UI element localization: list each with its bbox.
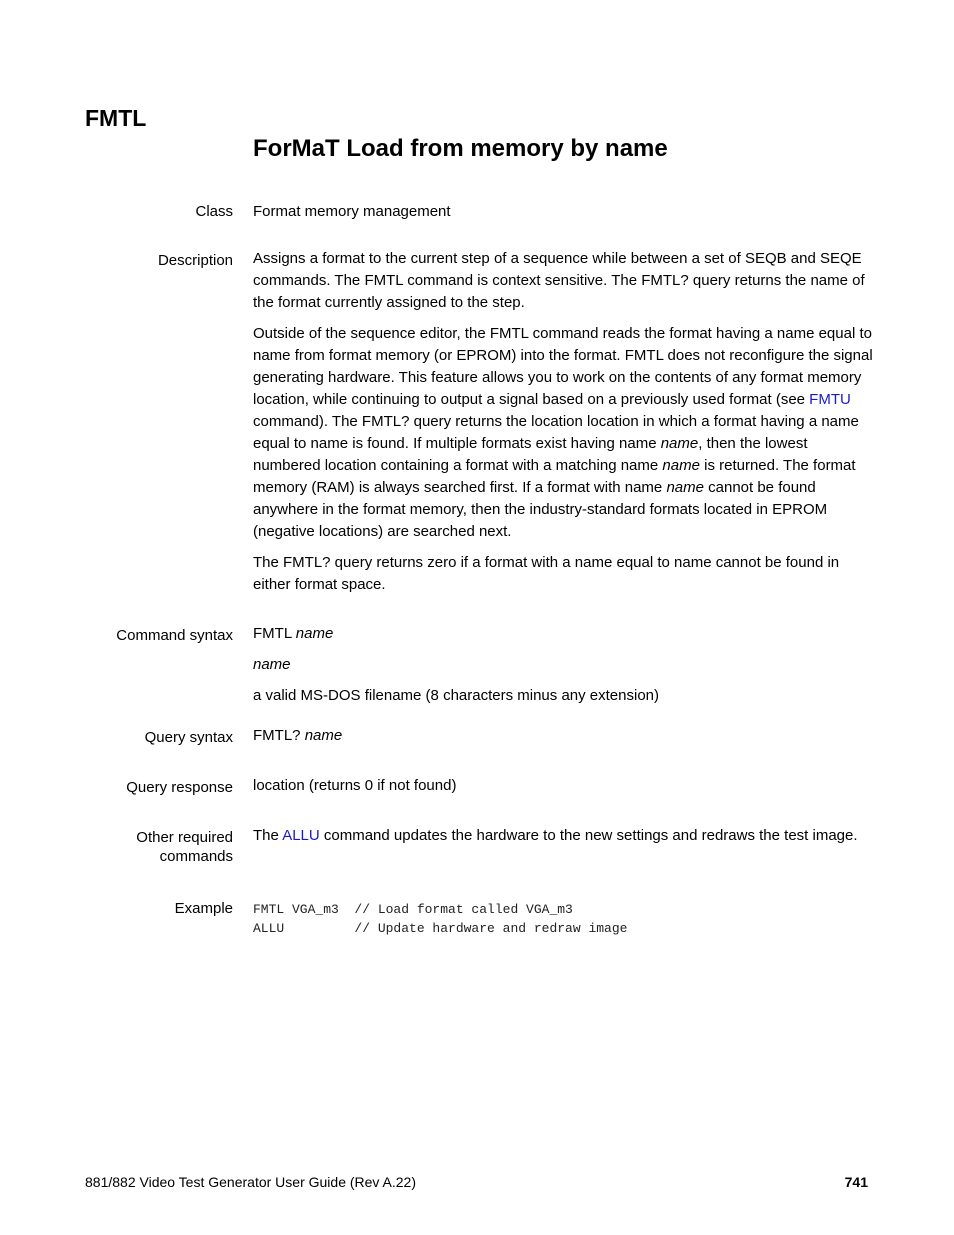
example-label: Example — [174, 900, 233, 917]
query-syntax-label: Query syntax — [144, 729, 233, 746]
description-paragraph-3: The FMTL? query returns zero if a format with a name equal to name cannot be found in either format space. — [253, 554, 840, 593]
example-code-line-1: FMTL VGA_m3 // Load format called VGA_m3 — [253, 902, 573, 917]
description-label: Description — [157, 252, 233, 269]
query-response-label: Query response — [126, 779, 233, 796]
command-syntax-line: FMTL name — [253, 625, 334, 642]
footer-guide-title: 881/882 Video Test Generator User Guide (Rev A.22) — [85, 1174, 417, 1190]
param-description: a valid MS-DOS filename (8 characters minus any extension) — [253, 687, 659, 704]
example-code — [253, 900, 873, 938]
command-name: FMTL — [85, 105, 147, 131]
class-text: Format memory management — [253, 203, 451, 220]
other-required-label: Other required commands — [136, 829, 233, 865]
query-syntax-line: FMTL? name — [253, 727, 343, 744]
other-required-text: The ALLU command updates the hardware to the new settings and redraws the test image. — [253, 827, 858, 844]
example-code-line-2: ALLU // Update hardware and redraw image — [253, 921, 628, 936]
param-name: name — [253, 656, 291, 673]
command-title: ForMaT Load from memory by name — [253, 135, 668, 162]
allu-link[interactable]: ALLU — [282, 827, 320, 844]
description-paragraph-2: Outside of the sequence editor, the FMTL command reads the format having a name equal to name from format memory (or EPROM) into the format. FMTL does not reconfigure the signal generating hardware. This feature allows you to work on the contents of any format memory location, while continuing to output a signal based on a previously used format (see FMTU command). The FMTL? query returns the location location in which a format having a name equal to name is found. If multiple formats exist having name name, then the lowest numbered location containing a format with a matching name name is returned. The format memory (RAM) is always searched first. If a format with name name cannot be found anywhere in the format memory, then the industry-standard formats located in EPROM (negative locations) are searched next. — [253, 325, 873, 540]
fmtu-link[interactable]: FMTU — [809, 391, 851, 408]
description-paragraph-1: Assigns a format to the current step of a sequence while between a set of SEQB and SEQE commands. The FMTL command is context sensitive. The FMTL? query returns the name of the format currently assigned to the step. — [253, 250, 865, 311]
class-label: Class — [195, 203, 233, 220]
command-syntax-label: Command syntax — [116, 627, 233, 644]
query-response-text: location (returns 0 if not found) — [253, 777, 457, 794]
description-body — [253, 248, 873, 605]
command-syntax-body — [253, 623, 873, 716]
footer-page-number: 741 — [844, 1174, 868, 1190]
